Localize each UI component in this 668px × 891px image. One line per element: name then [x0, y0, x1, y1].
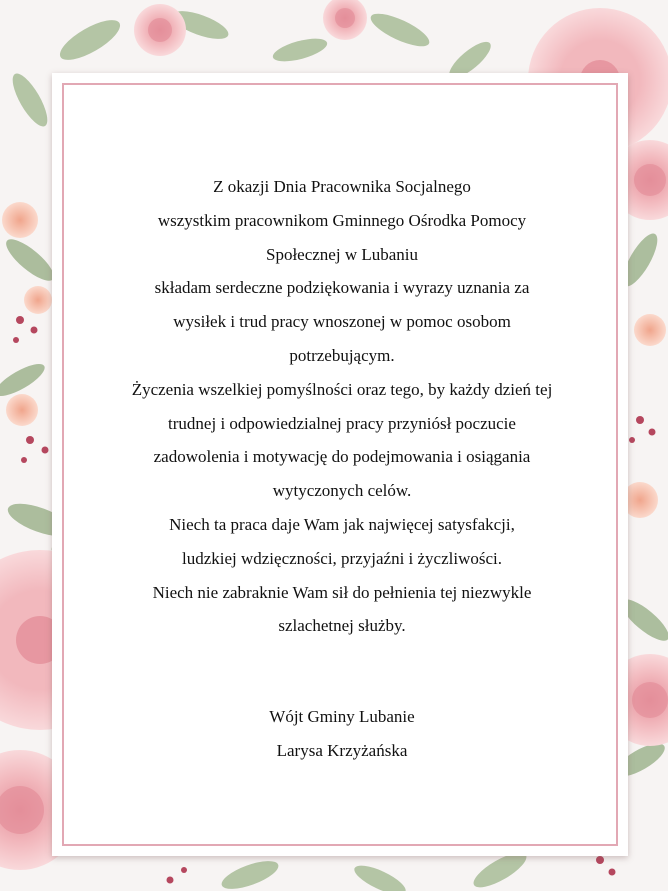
letter-line: wytyczonych celów. — [272, 481, 412, 501]
letter-line: ludzkiej wdzięczności, przyjaźni i życzliwości. — [181, 548, 503, 568]
peach-flower-right-icon — [622, 314, 666, 518]
signature-name: Larysa Krzyżańska — [276, 740, 408, 760]
letter-line: Społecznej w Lubaniu — [265, 244, 418, 264]
letter-line: Niech ta praca daje Wam jak najwięcej satysfakcji, — [169, 514, 515, 534]
signature-block — [62, 700, 622, 768]
letter-line: szlachetnej służby. — [278, 616, 406, 636]
letter-line: Niech nie zabraknie Wam sił do pełnienia tej niezwykle — [152, 582, 532, 602]
letter-body — [62, 170, 622, 643]
rose-top-center-icon — [323, 0, 367, 40]
letter-line: wszystkim pracownikom Gminnego Ośrodka Pomocy — [157, 210, 527, 230]
rose-top-left-icon — [134, 4, 186, 56]
letter-line: trudnej i odpowiedzialnej pracy przyniósł poczucie — [168, 413, 516, 433]
letter-line: potrzebującym. — [289, 345, 395, 365]
letter-line: Z okazji Dnia Pracownika Socjalnego — [213, 177, 471, 196]
letter-line: wysiłek i trud pracy wnoszonej w pomoc osobom — [173, 312, 511, 332]
letter-line: zadowolenia i motywację do podejmowania i osiągania — [153, 447, 531, 467]
letter-line: składam serdeczne podziękowania i wyrazy uznania za — [154, 278, 530, 298]
letter-line: Życzenia wszelkiej pomyślności oraz tego, by każdy dzień tej — [131, 379, 553, 399]
signature-title: Wójt Gminy Lubanie — [269, 707, 415, 726]
